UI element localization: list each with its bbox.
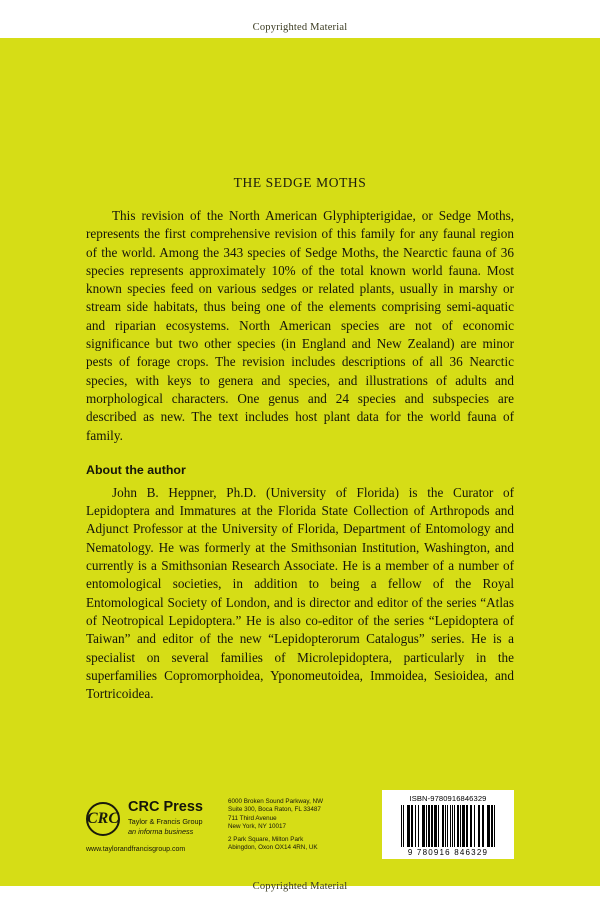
address-us-line-4: New York, NY 10017 (228, 823, 286, 831)
copyright-top-text: Copyrighted Material (252, 22, 348, 33)
address-us-line-3: 711 Third Avenue (228, 814, 277, 822)
address-us-line-2: Suite 300, Boca Raton, FL 33487 (228, 806, 321, 814)
address-uk-line-1: 2 Park Square, Milton Park (228, 835, 304, 843)
publisher-text (128, 800, 203, 837)
copyrighted-material-top (0, 18, 600, 33)
isbn-barcode-box (382, 790, 514, 859)
blurb-content (86, 175, 514, 717)
barcode-digits: 9 780916 846329 (407, 848, 489, 857)
address-uk-line-2: Abingdon, Oxon OX14 4RN, UK (228, 844, 318, 852)
publisher-group: Taylor & Francis Group (128, 817, 203, 826)
isbn-label: ISBN-9780916846329 (409, 794, 487, 803)
blurb-paragraph: This revision of the North American Glyphipterigidae, or Sedge Moths, represents the first comprehensive revision of this family for any faunal region of the world. Among the 343 species of Sedge Moths, the Nearctic fauna of 36 species represents approximately 10% of the total known world fauna. Most known species feed on various sedges or related plants, usually in marshy or stream side habitats, thus being one of the elements comprising semi-aquatic and riparian ecosystems. North American species are not of economic significance but two other species (in England and New Zealand) are minor pests of forage crops. The revision includes descriptions of all 36 Nearctic species, with keys to genera and species, and illustrations of adults and morphological characters. One genus and 24 species and subspecies are described as new. The text includes host plant data for the world fauna of family. (86, 208, 514, 443)
publisher-address (228, 798, 358, 852)
copyrighted-material-bottom (0, 881, 600, 892)
crc-circle-icon: CRC (86, 802, 120, 836)
publisher-url: www.taylorandfrancisgroup.com (86, 846, 186, 853)
publisher-tagline: an informa business (128, 827, 194, 836)
publisher-name: CRC Press (128, 799, 203, 815)
cover-footer (0, 790, 600, 870)
about-author-heading: About the author (86, 462, 186, 477)
book-title: THE SEDGE MOTHS (233, 175, 367, 190)
address-us-line-1: 6000 Broken Sound Parkway, NW (228, 798, 324, 805)
copyright-bottom-text: Copyrighted Material (252, 881, 348, 892)
about-author-paragraph: John B. Heppner, Ph.D. (University of Florida) is the Curator of Lepidoptera and Immatures at the Florida State Collection of Arthropods and Adjunct Professor at the University of Florida, Department of Entomology and Nematology. He was formerly at the Smithsonian Institution, Washington, and currently is a Smithsonian Research Associate. He is a member of a number of entomological societies, in addition to being a fellow of the Royal Entomological Society of London, and is director and editor of the series “Atlas of Neotropical Lepidoptera.” He is also co-editor of the series “Lepidoptera of Taiwan” and editor of the new “Lepidopterorum Catalogus” series. He is a specialist on several families of Microlepidoptera, particularly in the superfamilies Copromorphoidea, Yponomeutoidea, Immoidea, Sesioidea, and Tortricoidea. (86, 484, 514, 702)
barcode-bars (386, 805, 510, 847)
